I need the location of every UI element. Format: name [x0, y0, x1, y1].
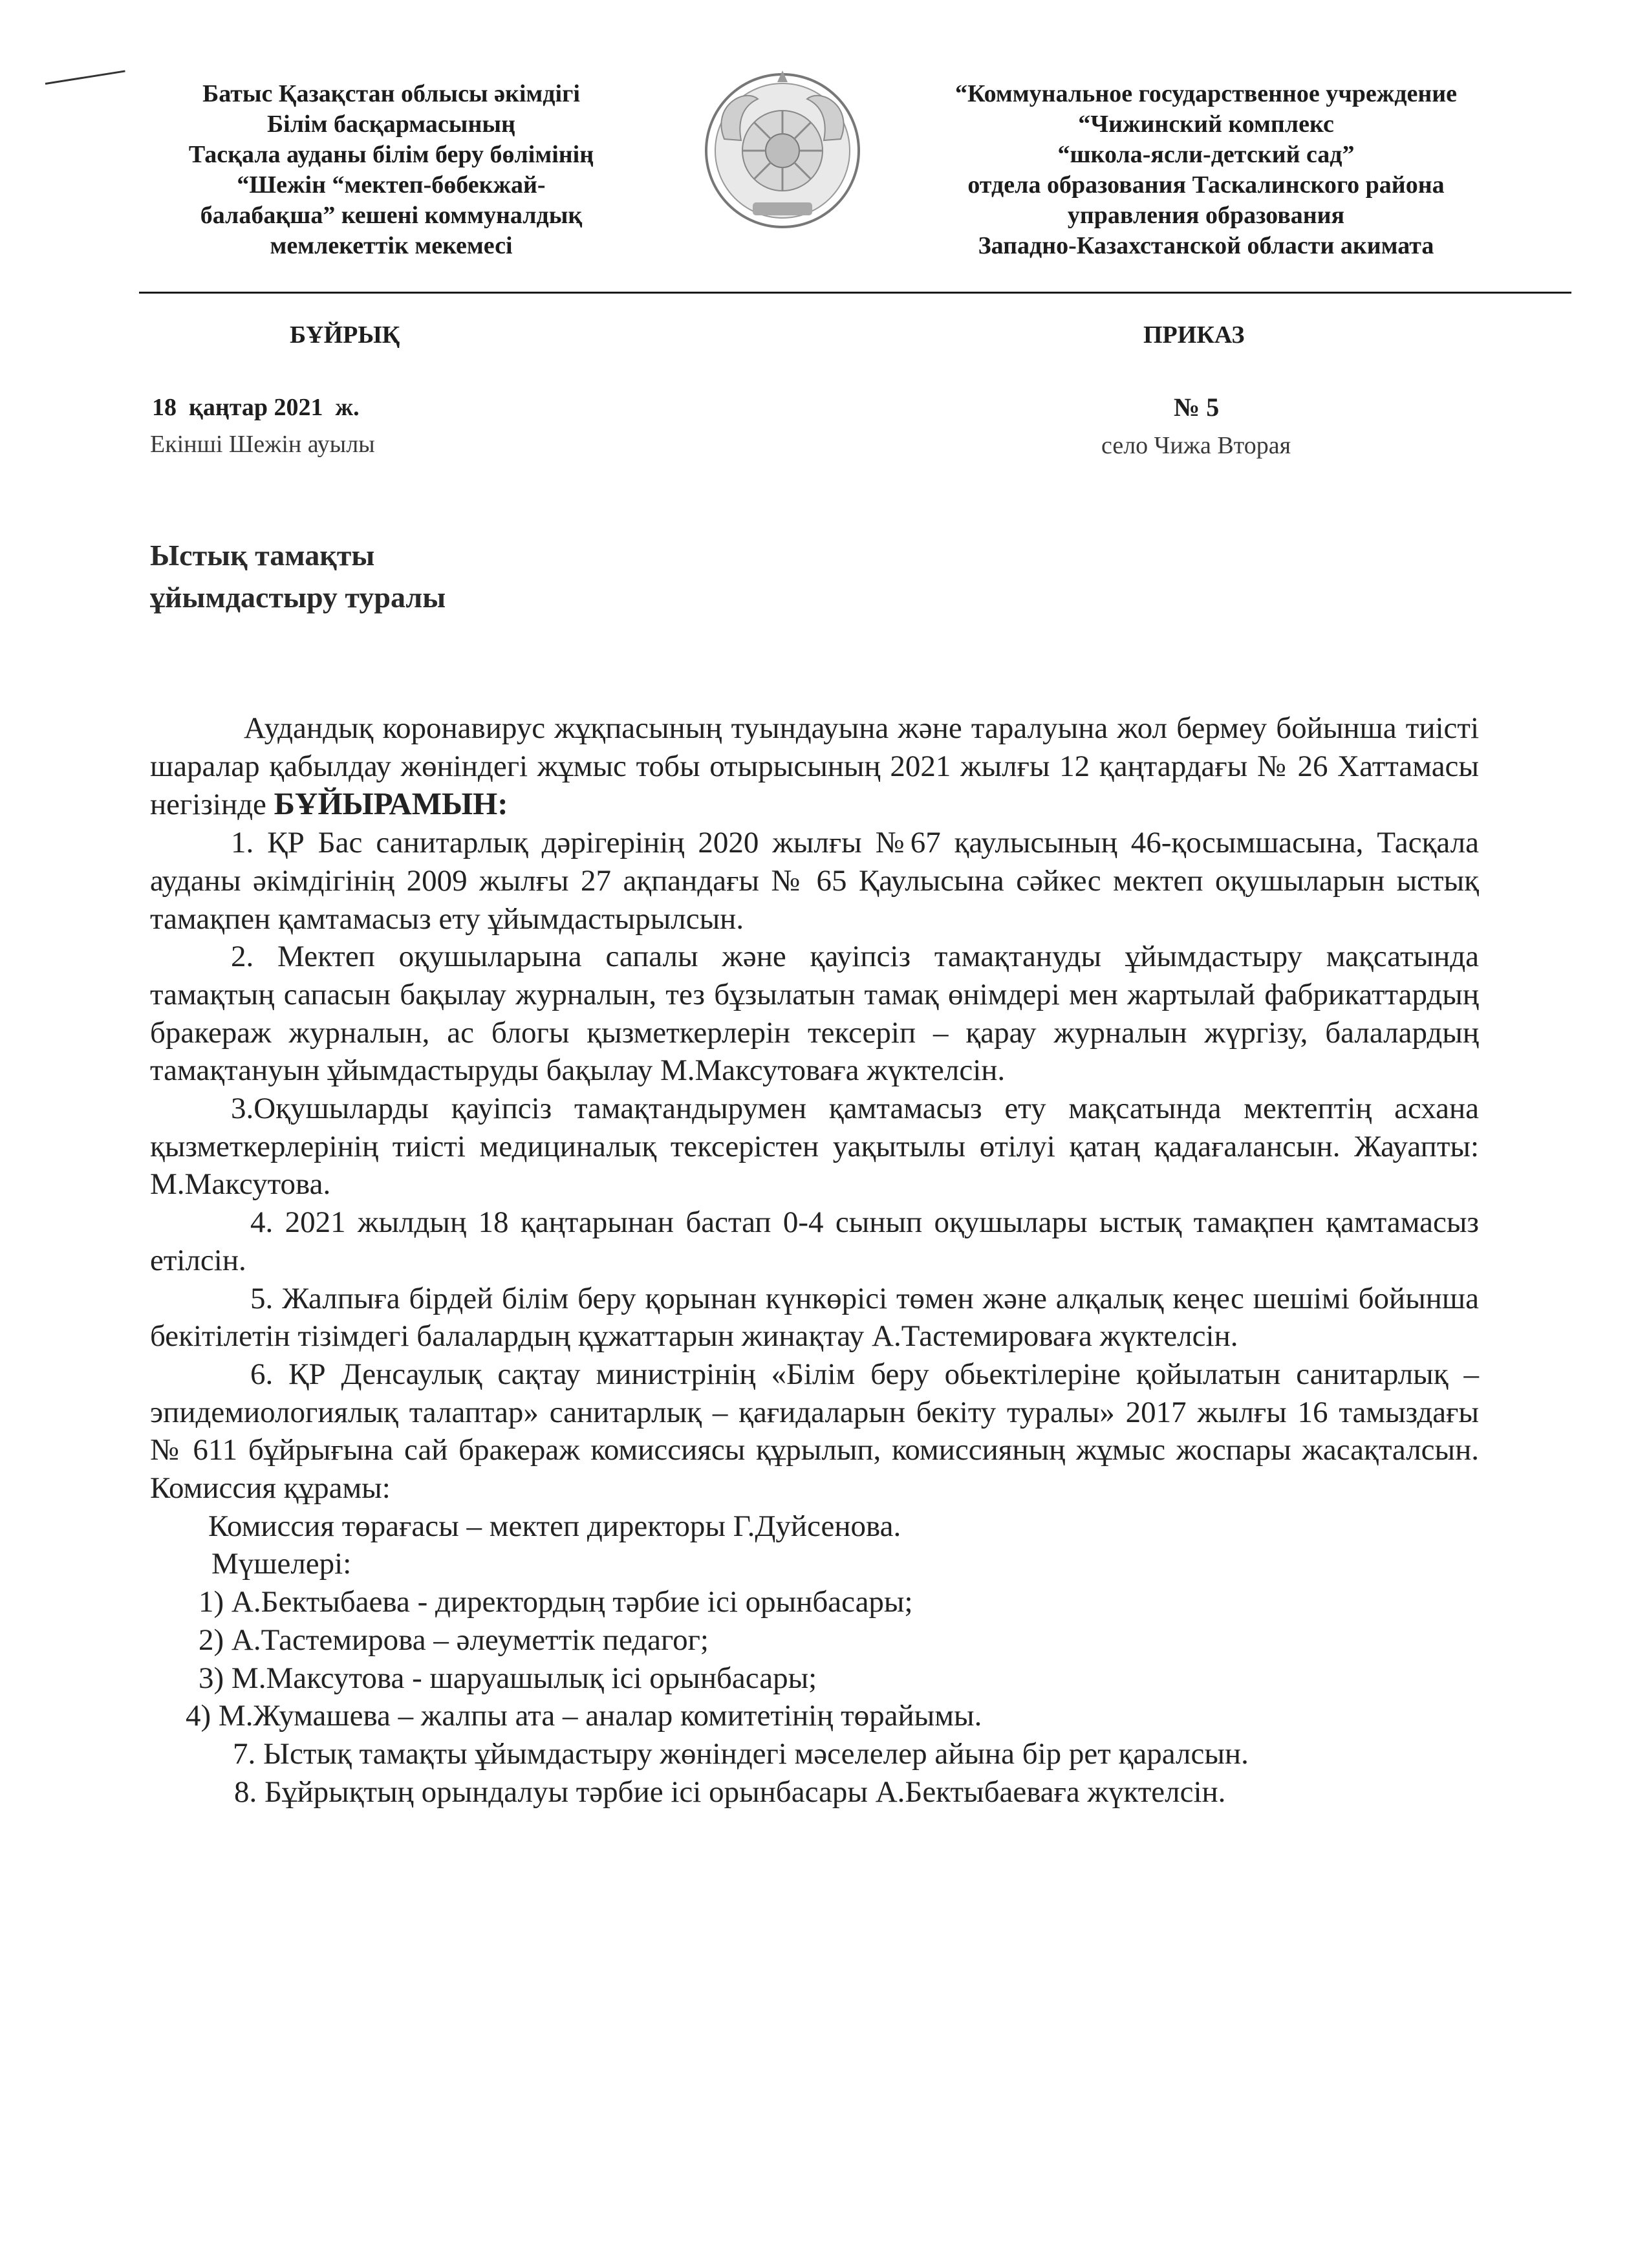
member-item: 2) А.Тастемирова – әлеуметтік педагог; [199, 1623, 709, 1657]
item-7: 7. Ыстық тамақты ұйымдастыру жөніндегі мәселелер айына бір рет қаралсын. [233, 1736, 1249, 1771]
order-number: № 5 [1174, 393, 1220, 422]
item-4: 4. 2021 жылдың 18 қаңтарынан бастап 0-4 сынып оқушылары ыстық тамақпен қамтамасыз етілсін. [150, 1205, 1479, 1277]
order-body [150, 709, 1479, 1811]
intro-paragraph [150, 709, 1479, 824]
subject-line: Ыстық тамақты [150, 539, 375, 572]
header-left-line: Батыс Қазақстан облысы әкімдігі [202, 80, 580, 107]
item-6: 6. ҚР Денсаулық сақтау министрінің «Білім беру обьектілеріне қойылатын санитарлық – эпидемиологиялық талаптар» санитарлық – қағидаларын бекіту туралы» 2017 жылғы 16 тамыздағы № 611 бұйрығына сай бракераж комиссиясы құрылып, комиссияның жұмыс жоспары жасақталсын. Комиссия құрамы: [150, 1357, 1479, 1506]
header-left-line: балабақша” кешені коммуналдық [200, 202, 583, 229]
header-right-ru [876, 79, 1536, 261]
subject-line: ұйымдастыру туралы [150, 581, 446, 614]
header-left-kz [116, 79, 666, 261]
member-item: 3) М.Максутова - шаруашылық ісі орынбасары; [199, 1661, 817, 1695]
members-label: Мүшелері: [211, 1547, 352, 1581]
item-8: 8. Бұйрықтың орындалуы тәрбие ісі орынбасары А.Бектыбаеваға жүктелсін. [234, 1775, 1226, 1809]
header-left-line: мемлекеттік мекемесі [270, 232, 513, 259]
place-kz: Екінші Шежін ауылы [150, 431, 375, 458]
order-date: 18 қаңтар 2021 ж. [152, 394, 360, 421]
header-right-line: отдела образования Таскалинского района [967, 171, 1445, 199]
header-left-line: Тасқала ауданы білім беру бөлімінің [188, 141, 594, 168]
member-item: 1) А.Бектыбаева - директордың тәрбие ісі орынбасары; [199, 1585, 913, 1619]
order-subject [150, 534, 446, 618]
place-ru: село Чижа Вторая [1101, 432, 1291, 459]
commission-chair: Комиссия төрағасы – мектеп директоры Г.Дуйсенова. [208, 1509, 901, 1543]
order-title-kz: БҰЙРЫҚ [290, 321, 400, 349]
pen-mark [45, 70, 125, 85]
item-3: 3.Оқушыларды қауіпсіз тамақтандырумен қамтамасыз ету мақсатында мектептің асхана қызметкерлерінің тиісті медициналық тексерістен уақытылы өтілуі қатаң қадағалансын. Жауапты: М.Максутова. [150, 1092, 1479, 1202]
order-title-ru: ПРИКАЗ [1143, 321, 1245, 349]
header-right-line: “Коммунальное государственное учреждение [954, 80, 1458, 107]
header-divider [139, 292, 1571, 294]
kazakhstan-state-emblem-icon [698, 68, 867, 236]
header-right-line: “школа-ясли-детский сад” [1057, 141, 1355, 168]
intro-text: Аудандық коронавирус жұқпасының туындауына және таралуына жол бермеу бойынша тиісті шаралар қабылдау жөніндегі жұмыс тобы отырысының 2021 жылғы 12 қаңтардағы № 26 Хаттамасы негізінде [150, 711, 1479, 822]
item-2: 2. Мектеп оқушыларына сапалы және қауіпсіз тамақтануды ұйымдастыру мақсатында тамақтың сапасын бақылау журналын, тез бұзылатын тамақ өнімдері мен жартылай фабрикаттардың бракераж журналын, ас блогы қызметкерлерін тексеріп – қарау журналын жүргізу, балалардың тамақтануын ұйымдастыруды бақылау М.Максутоваға жүктелсін. [150, 940, 1479, 1088]
item-5: 5. Жалпыға бірдей білім беру қорынан күнкөрісі төмен және алқалық кеңес шешімі бойынша бекітілетін тізімдегі балалардың құжаттарын жинақтау А.Тастемироваға жүктелсін. [150, 1281, 1479, 1354]
item-1: 1. ҚР Бас санитарлық дәрігерінің 2020 жылғы №67 қаулысының 46-қосымшасына, Тасқала ауданы әкімдігінің 2009 жылғы 27 ақпандағы № 65 Қаулысына сәйкес мектеп оқушыларын ыстық тамақпен қамтамасыз ету ұйымдастырылсын. [150, 826, 1479, 936]
order-directive: БҰЙЫРАМЫН: [274, 786, 508, 822]
header-right-line: “Чижинский комплекс [1078, 111, 1334, 138]
header-right-line: Западно-Казахстанской области акимата [978, 232, 1434, 259]
header-left-line: Білім басқармасының [267, 111, 515, 138]
member-item: 4) М.Жумашева – жалпы ата – аналар комитетінің төрайымы. [186, 1699, 982, 1733]
header-left-line: “Шежін “мектеп-бөбекжай- [237, 171, 546, 199]
header-right-line: управления образования [1067, 202, 1345, 229]
